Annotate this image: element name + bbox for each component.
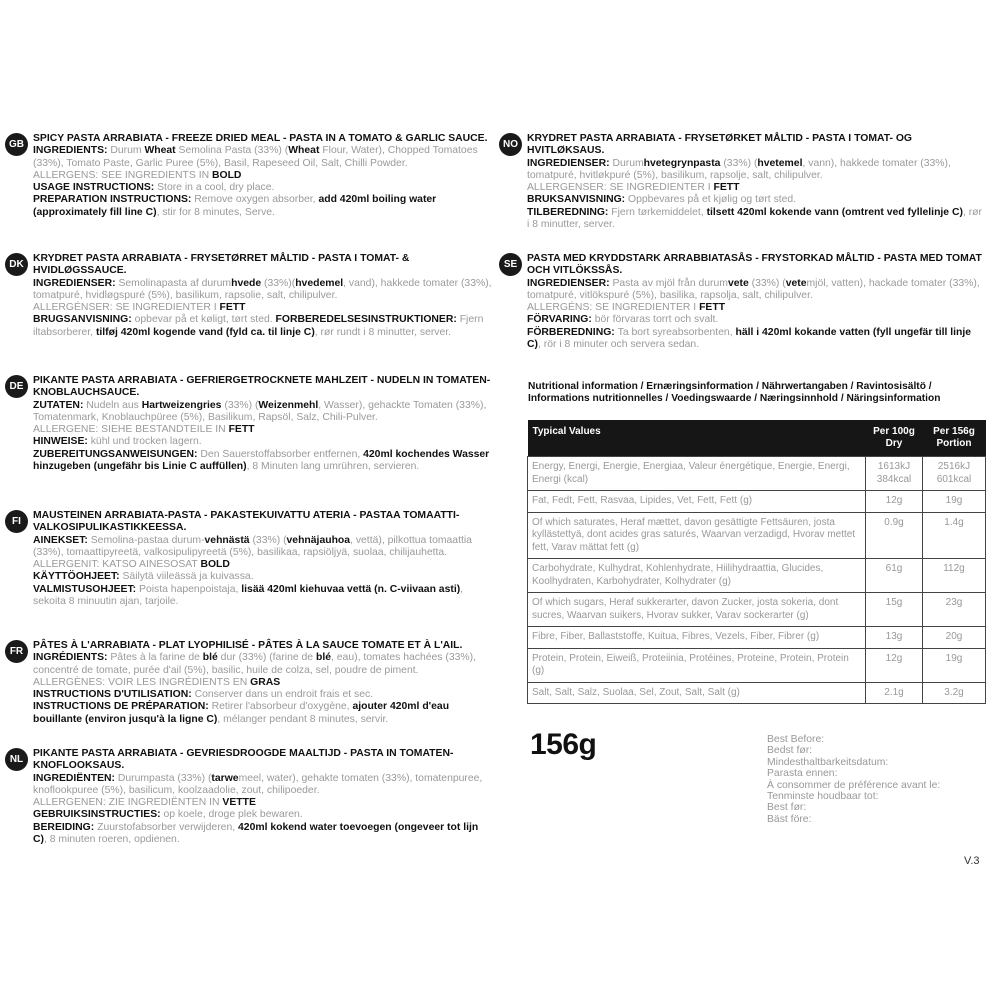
text: Semolina Pasta (33%) (	[175, 145, 289, 157]
label-paragraph	[527, 182, 987, 194]
bold-text: VETTE	[222, 797, 256, 809]
product-title: MAUSTEINEN ARRABIATA-PASTA - PAKASTEKUIVATTU ATERIA - PASTAA TOMAATTI-VALKOSIPULIKASTIKKEESSA.	[33, 510, 460, 534]
nutrition-row	[528, 627, 986, 649]
bold-text: FETT	[713, 182, 740, 194]
nutrient-name: Salt, Salt, Salz, Suolaa, Sel, Zout, Salt, Salt (g)	[528, 682, 866, 704]
per-portion-value: 19g	[923, 648, 986, 682]
bold-text: hvede	[231, 277, 262, 289]
label-paragraph	[527, 302, 987, 314]
text: , sekoita 8 minuutin ajan, tarjoile.	[33, 583, 464, 608]
product-title: KRYDRET PASTA ARRABIATA - FRYSETØRKET MÅLTID - PASTA I TOMAT- OG HVITLØKSAUS.	[527, 133, 912, 157]
text: mjöl, vatten), hackade tomater (33%), tomatpuré, vitlökspuré (5%), basilika, rapsolja, salt, chilipulver.	[527, 277, 980, 301]
bold-text: USAGE INSTRUCTIONS:	[33, 182, 158, 194]
per-100g-value: 12g	[866, 491, 923, 513]
nutrition-header-row	[528, 420, 986, 457]
language-badge: DK	[5, 253, 28, 276]
nutrition-row	[528, 559, 986, 593]
label-paragraph	[33, 809, 493, 821]
label-paragraph	[33, 689, 493, 701]
text: ALLERGÉNSER: SE INGREDIENTER I	[33, 302, 220, 314]
text: , vand), hakkede tomater (33%), tomatpuré, hvidløgspuré (5%), basilikum, rapsolie, salt, chilipulver.	[33, 277, 492, 301]
text: , vettä), pilkottua tomaattia (33%), tomaattipyreetä, valkosipulipyreetä (5%), basilikaa, rapsiöljyä, suolaa, chilijauhetta.	[33, 534, 472, 558]
bold-text: ZUBEREITUNGSANWEISUNGEN:	[33, 448, 201, 460]
net-weight: 156g	[530, 728, 597, 761]
per-100g-value: 2.1g	[866, 682, 923, 704]
best-before-line: Parasta ennen:	[767, 768, 838, 780]
best-before-line: Tenminste houdbaar tot:	[767, 791, 879, 803]
label-paragraph	[33, 194, 493, 219]
text: ALLERGÉNS: SE INGREDIENTER I	[527, 302, 700, 314]
text: ALLERGÈNES: VOIR LES INGRÉDIENTS EN	[33, 676, 251, 688]
text: (33%)(	[261, 277, 296, 289]
nutrition-row	[528, 682, 986, 704]
bold-text: add 420ml boiling water (approximately fill line C)	[33, 194, 437, 218]
per-100g-value: 61g	[866, 559, 923, 593]
bold-text: ZUTATEN:	[33, 399, 87, 411]
per-100g-value: 13g	[866, 627, 923, 649]
bold-text: INSTRUCTIONS D'UTILISATION:	[33, 689, 195, 701]
label-paragraph	[33, 424, 493, 436]
product-title: KRYDRET PASTA ARRABIATA - FRYSETØRRET MÅLTID - PASTA I TOMAT- & HVIDLØGSSAUCE.	[33, 253, 410, 277]
label-paragraph	[527, 207, 987, 232]
per-portion-value: 112g	[923, 559, 986, 593]
bold-text: BRUKSANVISNING:	[527, 194, 629, 206]
text: Fjern iltabsorberer,	[33, 314, 484, 338]
bold-text: Weizenmehl	[258, 399, 319, 411]
version-label: V.3	[964, 855, 980, 867]
bold-text: vehnästä	[204, 534, 250, 546]
text: Durum	[110, 145, 145, 157]
bold-text: tilføj 420ml kogende vand (fyld ca. til linje C)	[95, 326, 315, 338]
nutrition-row	[528, 593, 986, 627]
bold-text: FÖRVARING:	[527, 314, 595, 326]
label-paragraph	[33, 436, 493, 448]
bold-text: TILBEREDNING:	[527, 206, 612, 218]
per-100g-value: 12g	[866, 648, 923, 682]
bold-text: FETT	[228, 424, 255, 436]
text: Poista hapenpoistaja,	[139, 583, 242, 595]
text: , Wasser), gehackte Tomaten (33%), Tomatenmark, Knoblauchpüree (5%), Basilikum, Rapsöl, Salz, Chili-Pulver.	[33, 399, 487, 423]
text: Fjern tørkemiddelet,	[611, 206, 707, 218]
label-paragraph	[527, 327, 987, 352]
bold-text: Wheat	[288, 145, 320, 157]
text: ALLERGENE: SIEHE BESTANDTEILE IN	[33, 424, 229, 436]
text: Durum	[612, 157, 644, 169]
nutrition-table	[527, 420, 986, 704]
text: op koele, droge plek bewaren.	[163, 809, 303, 821]
text: Store in a cool, dry place.	[157, 182, 275, 194]
nutrition-row	[528, 491, 986, 513]
text: , rör i 8 minuter och servera sedan.	[537, 339, 700, 351]
text: , mélanger pendant 8 minutes, servir.	[217, 713, 389, 725]
language-section-nl	[9, 748, 493, 846]
bold-text: HINWEISE:	[33, 436, 91, 448]
nutrient-name: Protein, Protein, Eiweiß, Proteiinia, Protéines, Proteine, Protein, Protein (g)	[528, 648, 866, 682]
text: ALLERGENIT: KATSO AINESOSAT	[33, 559, 201, 571]
bold-text: blé	[315, 652, 331, 664]
language-badge: DE	[5, 375, 28, 398]
text: (33%) (	[748, 277, 786, 289]
nutrient-name: Carbohydrate, Kulhydrat, Kohlenhydrate, Hiilihydraattia, Glucides, Koolhydraten, Karbohydrater, Kolhydrater (g)	[528, 559, 866, 593]
product-title: PASTA MED KRYDDSTARK ARRABBIATASÅS - FRYSTORKAD MÅLTID - PASTA MED TOMAT OCH VITLÖKSSÅS.	[527, 253, 982, 277]
label-paragraph	[33, 797, 493, 809]
per-100g-value: 15g	[866, 593, 923, 627]
text: bör förvaras torrt och svalt.	[594, 314, 719, 326]
text: Oppbevares på et kjølig og tørt sted.	[628, 194, 797, 206]
text: Zuurstofabsorber verwijderen,	[97, 821, 239, 833]
text: Retirer l'absorbeur d'oxygène,	[211, 701, 353, 713]
bold-text: tilsett 420ml kokende vann (omtrent ved fyllelinje C)	[706, 206, 963, 218]
bold-text: KÄYTTÖOHJEET:	[33, 571, 123, 583]
text: ALLERGENS: SEE INGREDIENTS IN	[33, 169, 212, 181]
bold-text: vete	[727, 277, 749, 289]
bold-text: INGREDIENSER:	[527, 157, 613, 169]
best-before-line: Best Before:	[767, 734, 825, 745]
per-portion-value: 3.2g	[923, 682, 986, 704]
text: dur (33%) (farine de	[217, 652, 316, 664]
bold-text: INGREDIENSER:	[527, 277, 613, 289]
per-100g-value: 1613kJ 384kcal	[866, 457, 923, 491]
bold-text: ajouter 420ml d'eau bouillante (environ jusqu'à la ligne C)	[33, 701, 450, 725]
product-title: PIKANTE PASTA ARRABIATA - GEVRIESDROOGDE MAALTIJD - PASTA IN TOMATEN-KNOFLOOKSAUS.	[33, 748, 454, 772]
header-typical-values: Typical Values	[528, 420, 866, 457]
text: (33%) (	[249, 534, 287, 546]
text: Semolina-pastaa durum-	[90, 534, 205, 546]
label-paragraph	[33, 170, 493, 182]
bold-text: tarwe	[211, 772, 239, 784]
label-paragraph	[33, 302, 493, 314]
language-section-fi	[12, 510, 493, 608]
text: , rør rundt i 8 minutter, server.	[314, 326, 452, 338]
bold-text: AINEKSET:	[33, 534, 91, 546]
text: Pasta av mjöl från durum	[612, 277, 728, 289]
label-paragraph	[33, 652, 493, 677]
label-paragraph	[527, 314, 987, 326]
text: ALLERGENSER: SE INGREDIENTER I	[527, 182, 714, 194]
bold-text: hvedemel	[295, 277, 344, 289]
label-paragraph	[33, 449, 493, 474]
label-paragraph	[33, 278, 493, 303]
bold-text: FETT	[219, 302, 246, 314]
nutrient-name: Fibre, Fiber, Ballaststoffe, Kuitua, Fibres, Vezels, Fiber, Fibrer (g)	[528, 627, 866, 649]
bold-text: PREPARATION INSTRUCTIONS:	[33, 194, 195, 206]
bold-text: FETT	[699, 302, 726, 314]
bold-text: INSTRUCTIONS DE PRÉPARATION:	[33, 701, 212, 713]
best-before-labels	[767, 734, 940, 825]
bold-text: hvetegrynpasta	[643, 157, 721, 169]
text: Conserver dans un endroit frais et sec.	[194, 689, 374, 701]
language-section-dk	[9, 253, 493, 339]
label-paragraph	[33, 535, 493, 560]
per-portion-value: 2516kJ 601kcal	[923, 457, 986, 491]
bold-text: vehnäjauhoa	[286, 534, 351, 546]
per-portion-value: 19g	[923, 491, 986, 513]
label-paragraph	[527, 158, 987, 183]
text: Flour, Water), Chopped Tomatoes (33%), Tomato Paste, Garlic Puree (5%), Basil, Rapeseed Oil, Salt, Chilli Powder.	[33, 145, 478, 169]
language-badge: FI	[5, 510, 28, 533]
label-paragraph	[33, 314, 493, 339]
bold-text: BEREIDING:	[33, 821, 98, 833]
language-section-de	[9, 375, 493, 473]
language-badge: GB	[5, 133, 28, 156]
bold-text: BRUGSANVISNING:	[33, 314, 135, 326]
bold-text: BOLD	[200, 559, 230, 571]
text: Ta bort syreabsorbenten,	[617, 326, 736, 338]
text: meel, water), gehakte tomaten (33%), tomatenpuree, knoflookpuree (5%), basilicum, koolzaadolie, zout, chilipoeder.	[33, 772, 483, 796]
language-section-fr	[9, 640, 493, 726]
bold-text: INGREDIENSER:	[33, 277, 119, 289]
nutrient-name: Fat, Fedt, Fett, Rasvaa, Lipides, Vet, Fett, Fett (g)	[528, 491, 866, 513]
text: Nudeln aus	[86, 399, 142, 411]
header-per-100g: Per 100g Dry	[866, 420, 923, 457]
product-title: SPICY PASTA ARRABIATA - FREEZE DRIED MEAL - PASTA IN A TOMATO & GARLIC SAUCE.	[33, 133, 488, 144]
bold-text: INGREDIENTS:	[33, 145, 111, 157]
label-paragraph	[33, 677, 493, 689]
label-paragraph	[33, 559, 493, 571]
text: Pâtes à la farine de	[110, 652, 203, 664]
language-badge: FR	[5, 640, 28, 663]
label-paragraph	[33, 400, 493, 425]
text: Den Sauerstoffabsorber entfernen,	[200, 448, 364, 460]
label-paragraph	[33, 145, 493, 170]
bold-text: INGRÉDIENTS:	[33, 652, 111, 664]
text: opbevar på et køligt, tørt sted.	[134, 314, 276, 326]
language-section-gb	[9, 133, 493, 219]
text: Säilytä viileässä ja kuivassa.	[122, 571, 254, 583]
bold-text: Hartweizengries	[141, 399, 222, 411]
text: (33%) (	[221, 399, 259, 411]
nutrition-row	[528, 512, 986, 559]
bold-text: BOLD	[212, 169, 242, 181]
bold-text: Wheat	[144, 145, 176, 157]
nutrition-heading: Nutritional information / Ernæringsinformation / Nährwertangaben / Ravintosisältö / Informations nutritionnelles / Voedingswaarde / Næringsinnhold / Näringsinformation	[528, 381, 941, 404]
text: , vann), hakkede tomater (33%), tomatpuré, hvitløkpuré (5%), basilikum, rapsolje, salt, chilipulver.	[527, 157, 951, 181]
text: Remove oxygen absorber,	[194, 194, 319, 206]
per-portion-value: 1.4g	[923, 512, 986, 559]
text: ALLERGENEN: ZIE INGREDIËNTEN IN	[33, 797, 223, 809]
language-badge: SE	[499, 253, 522, 276]
best-before-line: Bäst före:	[767, 813, 812, 825]
text: , 8 Minuten lang umrühren, servieren.	[246, 461, 420, 473]
bold-text: GEBRUIKSINSTRUCTIES:	[33, 809, 164, 821]
language-badge: NL	[5, 748, 28, 771]
product-title: PIKANTE PASTA ARRABIATA - GEFRIERGETROCKNETE MAHLZEIT - NUDELN IN TOMATEN-KNOBLAUCHSAUCE.	[33, 375, 491, 399]
header-per-portion: Per 156g Portion	[923, 420, 986, 457]
language-badge: NO	[499, 133, 522, 156]
text: , stir for 8 minutes, Serve.	[156, 206, 275, 218]
best-before-line: Bedst før:	[767, 745, 813, 757]
bold-text: FORBEREDELSESINSTRUKTIONER:	[275, 314, 460, 326]
text: Durumpasta (33%) (	[117, 772, 212, 784]
label-paragraph	[527, 278, 987, 303]
nutrient-name: Energy, Energi, Energie, Energiaa, Valeur énergétique, Energie, Energi, Energi (kcal)	[528, 457, 866, 491]
text: kühl und trocken lagern.	[90, 436, 202, 448]
text: , 8 minuten roeren, opdienen.	[43, 834, 180, 846]
text: (33%) (	[720, 157, 758, 169]
bold-text: VALMISTUSOHJEET:	[33, 583, 140, 595]
per-100g-value: 0.9g	[866, 512, 923, 559]
text: , rør i 8 minutter, server.	[527, 206, 982, 231]
bold-text: 420ml kokend water toevoegen (ongeveer tot lijn C)	[33, 821, 479, 846]
bold-text: INGREDIËNTEN:	[33, 772, 118, 784]
bold-text: FÖRBEREDNING:	[527, 326, 618, 338]
nutrition-row	[528, 648, 986, 682]
label-paragraph	[527, 194, 987, 206]
label-paragraph	[33, 182, 493, 194]
label-paragraph	[33, 571, 493, 583]
best-before-line: Best før:	[767, 802, 807, 814]
label-paragraph	[33, 584, 493, 609]
label-paragraph	[33, 773, 493, 798]
best-before-line: À consommer de préférence avant le:	[767, 779, 941, 791]
nutrient-name: Of which sugars, Heraf sukkerarter, davon Zucker, josta sokeria, dont sucres, Waarvan suikers, Hvorav sukker, Varav sockerarter (g)	[528, 593, 866, 627]
bold-text: vete	[785, 277, 807, 289]
bold-text: GRAS	[250, 676, 281, 688]
label-paragraph	[33, 701, 493, 726]
product-title: PÂTES À L'ARRABIATA - PLAT LYOPHILISÉ - PÂTES À LA SAUCE TOMATE ET À L'AIL.	[33, 640, 463, 651]
language-section-no	[503, 133, 987, 231]
text: Semolinapasta af durum	[118, 277, 232, 289]
text: , eau), tomates hachées (33%), concentré de tomate, purée d'ail (5%), basilic, huile de colza, sel, poudre de piment.	[33, 652, 476, 676]
bold-text: blé	[202, 652, 218, 664]
per-portion-value: 20g	[923, 627, 986, 649]
bold-text: lisää 420ml kiehuvaa vettä (n. C-viivaan asti)	[241, 583, 461, 595]
bold-text: hvetemel	[757, 157, 803, 169]
bold-text: 420ml kochendes Wasser hinzugeben (ungefähr bis Linie C auffüllen)	[33, 448, 490, 473]
nutrition-row	[528, 457, 986, 491]
label-paragraph	[33, 822, 493, 847]
language-section-se	[503, 253, 987, 351]
per-portion-value: 23g	[923, 593, 986, 627]
nutrient-name: Of which saturates, Heraf mættet, davon gesättigte Fettsäuren, josta kyllästettyä, dont acides gras saturés, Waarvan verzadigd, Hvorav mettet fett, Varav mättat fett (g)	[528, 512, 866, 559]
best-before-line: Mindesthaltbarkeitsdatum:	[767, 756, 889, 768]
bold-text: häll i 420ml kokande vatten (fyll ungefär till linje C)	[527, 326, 972, 351]
